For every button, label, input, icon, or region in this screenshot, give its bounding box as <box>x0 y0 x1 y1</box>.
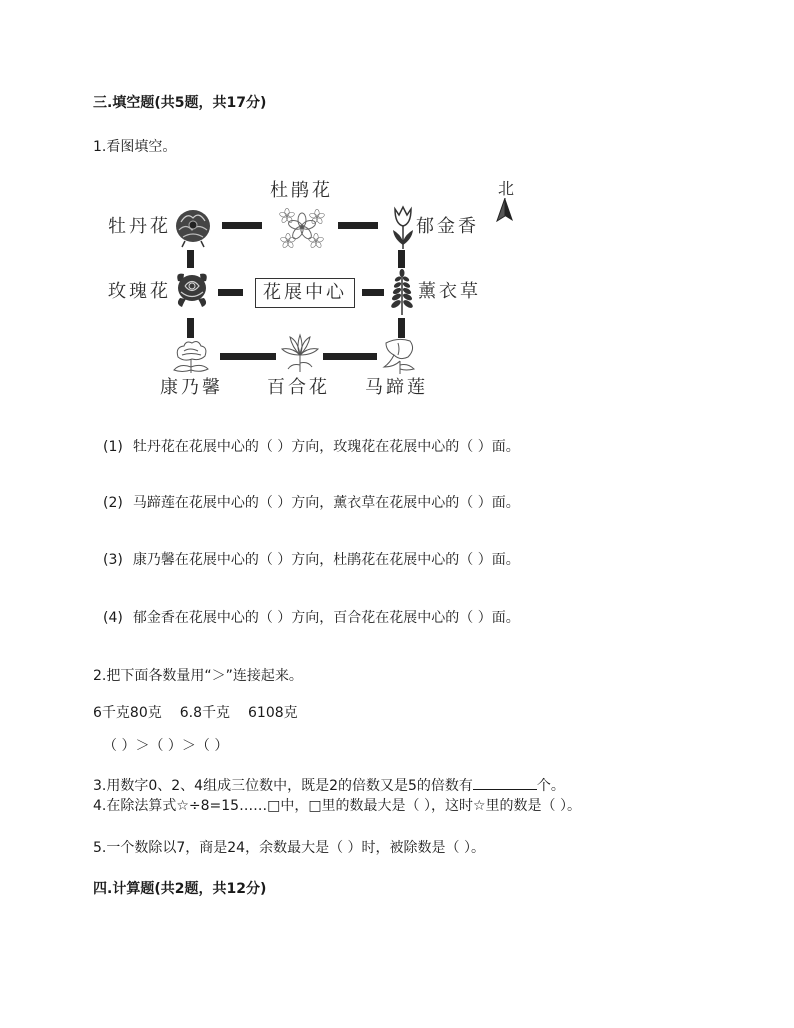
flower-show-center: 花展中心 <box>255 278 355 308</box>
sub-question <box>103 609 520 627</box>
calla-lily-label: 马蹄莲 <box>365 377 428 398</box>
rose-icon <box>172 270 212 308</box>
flower-show-map <box>100 170 520 405</box>
azalea-icon <box>278 205 326 251</box>
lavender-icon <box>390 268 414 316</box>
rose-label: 玫瑰花 <box>108 281 171 302</box>
path-segment <box>323 353 377 360</box>
lily-label: 百合花 <box>267 377 330 398</box>
tulip-icon <box>390 204 416 250</box>
azalea-label: 杜鹃花 <box>270 180 333 201</box>
sub-question <box>103 494 520 512</box>
peony-icon <box>173 206 213 248</box>
path-segment <box>218 289 243 296</box>
quantity-item: 6千克80克 <box>93 705 162 721</box>
path-segment <box>398 250 405 268</box>
north-label: 北 <box>498 179 515 198</box>
comparison-answer-row: （ ）＞（ ）＞（ ） <box>103 738 229 754</box>
path-segment <box>187 250 194 268</box>
answer-blank <box>473 776 537 790</box>
sub-question-number: (3) <box>103 552 123 568</box>
sub-question-number: (1) <box>103 439 123 455</box>
question-4: 4.在除法算式☆÷8=15……□中，□里的数最大是（ ），这时☆里的数是（ ）。 <box>93 798 581 814</box>
sub-question-text: 马蹄莲在花展中心的（ ）方向，薰衣草在花展中心的（ ）面。 <box>132 495 520 511</box>
quantity-item: 6.8千克 <box>179 705 230 721</box>
sub-question-text: 康乃馨在花展中心的（ ）方向，杜鹃花在花展中心的（ ）面。 <box>132 552 520 568</box>
sub-question-text: 郁金香在花展中心的（ ）方向，百合花在花展中心的（ ）面。 <box>132 610 520 626</box>
lily-icon <box>280 333 320 373</box>
question-3-text: 3.用数字0、2、4组成三位数中，既是2的倍数又是5的倍数有 <box>93 778 473 794</box>
path-segment <box>187 318 194 338</box>
path-segment <box>362 289 384 296</box>
section-4-heading: 四.计算题(共2题，共12分) <box>93 881 267 897</box>
question-2-prompt: 2.把下面各数量用“＞”连接起来。 <box>93 668 303 684</box>
sub-question-number: (4) <box>103 610 123 626</box>
lavender-label: 薰衣草 <box>418 281 481 302</box>
quantity-list <box>93 704 298 722</box>
question-3 <box>93 776 565 795</box>
question-5: 5.一个数除以7，商是24，余数最大是（ ）时，被除数是（ ）。 <box>93 840 485 856</box>
question-3-suffix: 个。 <box>536 778 565 794</box>
sub-question-text: 牡丹花在花展中心的（ ）方向，玫瑰花在花展中心的（ ）面。 <box>132 439 520 455</box>
quantity-item: 6108克 <box>248 705 298 721</box>
question-1-prompt: 1.看图填空。 <box>93 139 177 155</box>
sub-question <box>103 551 520 569</box>
sub-question <box>103 438 520 456</box>
north-arrow-icon <box>496 198 514 222</box>
path-segment <box>220 353 276 360</box>
path-segment <box>222 222 262 229</box>
section-3-heading: 三.填空题(共5题，共17分) <box>93 95 267 111</box>
carnation-label: 康乃馨 <box>160 377 223 398</box>
path-segment <box>338 222 378 229</box>
sub-question-number: (2) <box>103 495 123 511</box>
tulip-label: 郁金香 <box>416 216 479 237</box>
peony-label: 牡丹花 <box>108 216 171 237</box>
carnation-icon <box>170 337 212 375</box>
calla-lily-icon <box>380 335 418 375</box>
